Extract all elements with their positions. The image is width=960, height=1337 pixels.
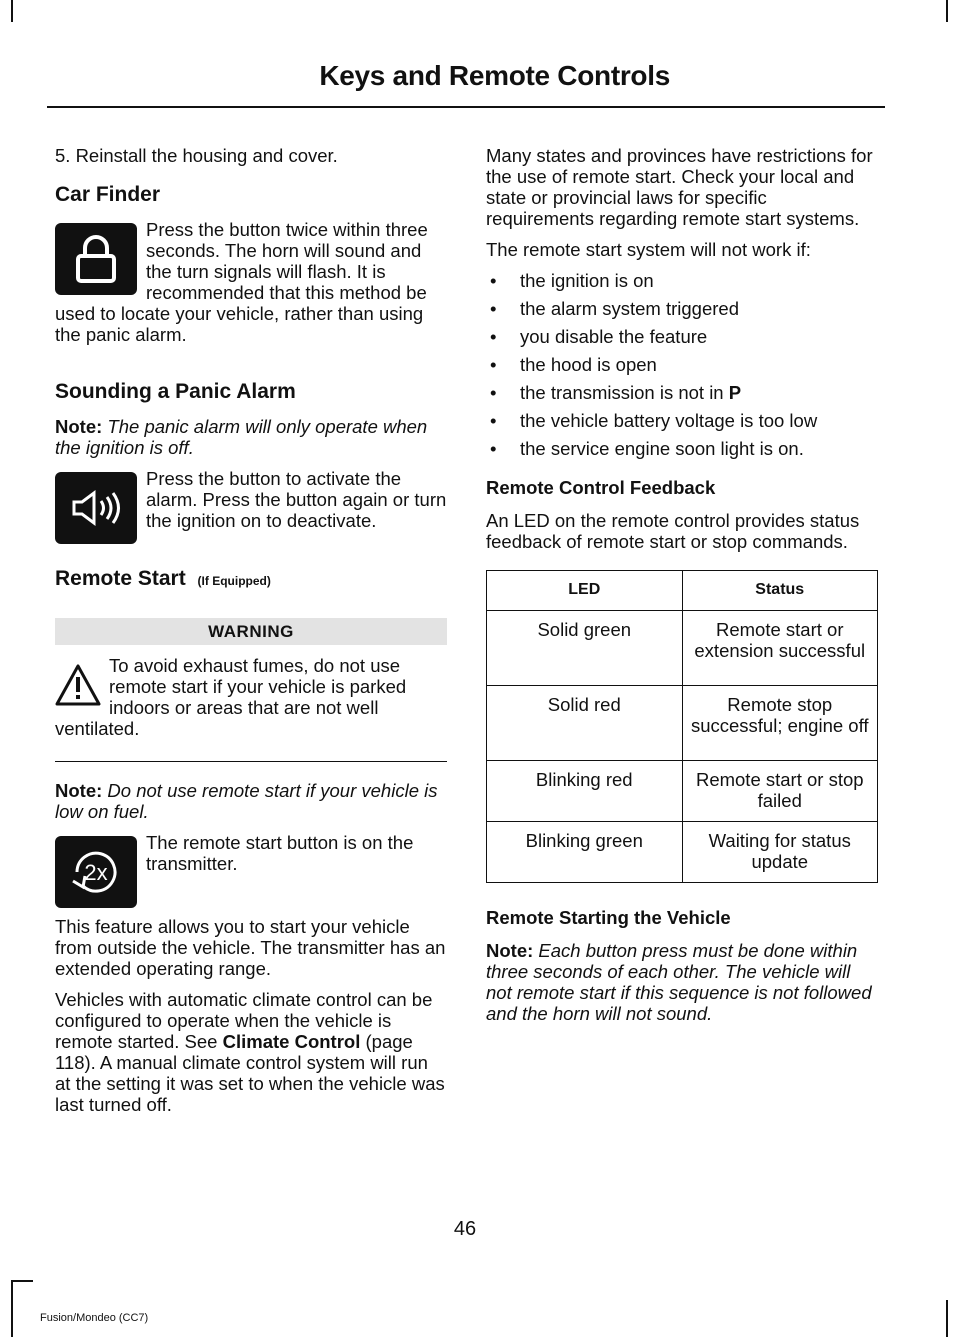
lock-icon (55, 223, 137, 295)
gear-p-label: P (728, 382, 742, 403)
note-label: Note: (55, 780, 103, 801)
status-cell: Remote start or stop failed (682, 761, 878, 822)
led-cell: Blinking red (487, 761, 683, 822)
climate-control-link[interactable]: Climate Control (222, 1031, 361, 1052)
not-work-list (486, 270, 878, 459)
car-finder-text: Press the button twice within three seconds. The horn will sound and the turn signals will flash. It is recommended that this method be used to locate your vehicle, rather than using the panic alarm. (55, 219, 428, 345)
car-finder-heading: Car Finder (55, 183, 161, 206)
list-item: • you disable the feature (490, 326, 708, 347)
right-column (486, 145, 878, 1034)
crop-mark (946, 1300, 948, 1337)
remote-start-heading (55, 568, 447, 592)
remote-start-2x-icon (55, 836, 137, 908)
note-text: The panic alarm will only operate when the ignition is off. (55, 416, 428, 458)
table-row (487, 611, 878, 686)
panic-text: Press the button to activate the alarm. Press the button again or turn the ignition on to deactivate. (146, 468, 447, 531)
list-item-text: the ignition is on (520, 270, 654, 291)
list-item-text: you disable the feature (520, 326, 708, 347)
table-row (487, 822, 878, 883)
restrictions-paragraph: Many states and provinces have restrictions for the use of remote start. Check your local and state or provincial laws for specific requirements regarding remote start systems. (486, 145, 873, 229)
list-item: • the service engine soon light is on. (490, 438, 804, 459)
climate-text-a: Vehicles with automatic climate control can be configured to operate when the vehicle is remote started. See (55, 989, 433, 1052)
list-item: • the transmission is not in P (490, 382, 742, 403)
note-text: Do not use remote start if your vehicle is low on fuel. (55, 780, 438, 822)
step-5: 5. Reinstall the housing and cover. (55, 145, 338, 166)
list-item: • the hood is open (490, 354, 657, 375)
page-number: 46 (453, 1218, 477, 1240)
warning-triangle-icon (55, 663, 101, 707)
if-equipped-tag: (If Equipped) (197, 574, 271, 588)
crop-mark (11, 1280, 33, 1282)
warning-text: To avoid exhaust fumes, do not use remote start if your vehicle is parked indoors or areas that are not well ventilated. (55, 655, 407, 739)
warning-divider (55, 761, 447, 762)
remote-start-title: Remote Start (55, 567, 186, 590)
table-row (487, 761, 878, 822)
remote-starting-note (486, 940, 878, 1024)
table-header-row (487, 571, 878, 611)
page-title: Keys and Remote Controls (319, 60, 670, 91)
warning-header: WARNING (55, 618, 447, 645)
crop-mark (11, 1280, 13, 1337)
footer-model: Fusion/Mondeo (CC7) (40, 1312, 149, 1324)
column-header-status: Status (682, 571, 878, 611)
remote-button-text: The remote start button is on the transmitter. (146, 832, 414, 874)
not-work-intro: The remote start system will not work if: (486, 239, 811, 260)
remote-icon-label: 2x (84, 860, 108, 885)
note-label: Note: (486, 940, 534, 961)
list-item-text: the service engine soon light is on. (520, 438, 804, 459)
warning-block (55, 655, 447, 749)
climate-text-b: (page 118). A manual climate control system will run at the setting it was set to when the vehicle was last turned off. (55, 1031, 445, 1115)
table-row (487, 686, 878, 761)
crop-mark (946, 0, 948, 22)
list-item-text: the transmission is not in (520, 382, 729, 403)
crop-mark (11, 0, 13, 22)
list-item: • the alarm system triggered (490, 298, 740, 319)
note-text: Each button press must be done within three seconds of each other. The vehicle will not remote start if this sequence is not followed and the horn will not sound. (486, 940, 872, 1024)
feedback-heading: Remote Control Feedback (486, 477, 716, 498)
panic-block (55, 468, 447, 546)
led-cell: Solid red (487, 686, 683, 761)
remote-start-note (55, 780, 447, 822)
feature-paragraph: This feature allows you to start your vehicle from outside the vehicle. The transmitter has an extended operating range. (55, 916, 446, 979)
led-cell: Blinking green (487, 822, 683, 883)
column-header-led: LED (487, 571, 683, 611)
list-item: • the ignition is on (490, 270, 654, 291)
list-item-text: the alarm system triggered (520, 298, 740, 319)
status-cell: Waiting for status update (682, 822, 878, 883)
led-cell: Solid green (487, 611, 683, 686)
list-item-text: the vehicle battery voltage is too low (520, 410, 818, 431)
panic-alarm-heading: Sounding a Panic Alarm (55, 380, 296, 403)
car-finder-block (55, 219, 447, 355)
header-divider (47, 106, 885, 108)
remote-button-block (55, 832, 447, 910)
list-item-text: the hood is open (520, 354, 657, 375)
left-column (55, 145, 447, 1125)
note-label: Note: (55, 416, 103, 437)
feedback-text: An LED on the remote control provides status feedback of remote start or stop commands. (486, 510, 860, 552)
status-cell: Remote stop successful; engine off (682, 686, 878, 761)
list-item: • the vehicle battery voltage is too low (490, 410, 818, 431)
panic-note (55, 416, 447, 458)
status-cell: Remote start or extension successful (682, 611, 878, 686)
climate-paragraph (55, 989, 447, 1115)
horn-icon (55, 472, 137, 544)
remote-starting-heading: Remote Starting the Vehicle (486, 907, 731, 928)
led-status-table (486, 570, 878, 883)
